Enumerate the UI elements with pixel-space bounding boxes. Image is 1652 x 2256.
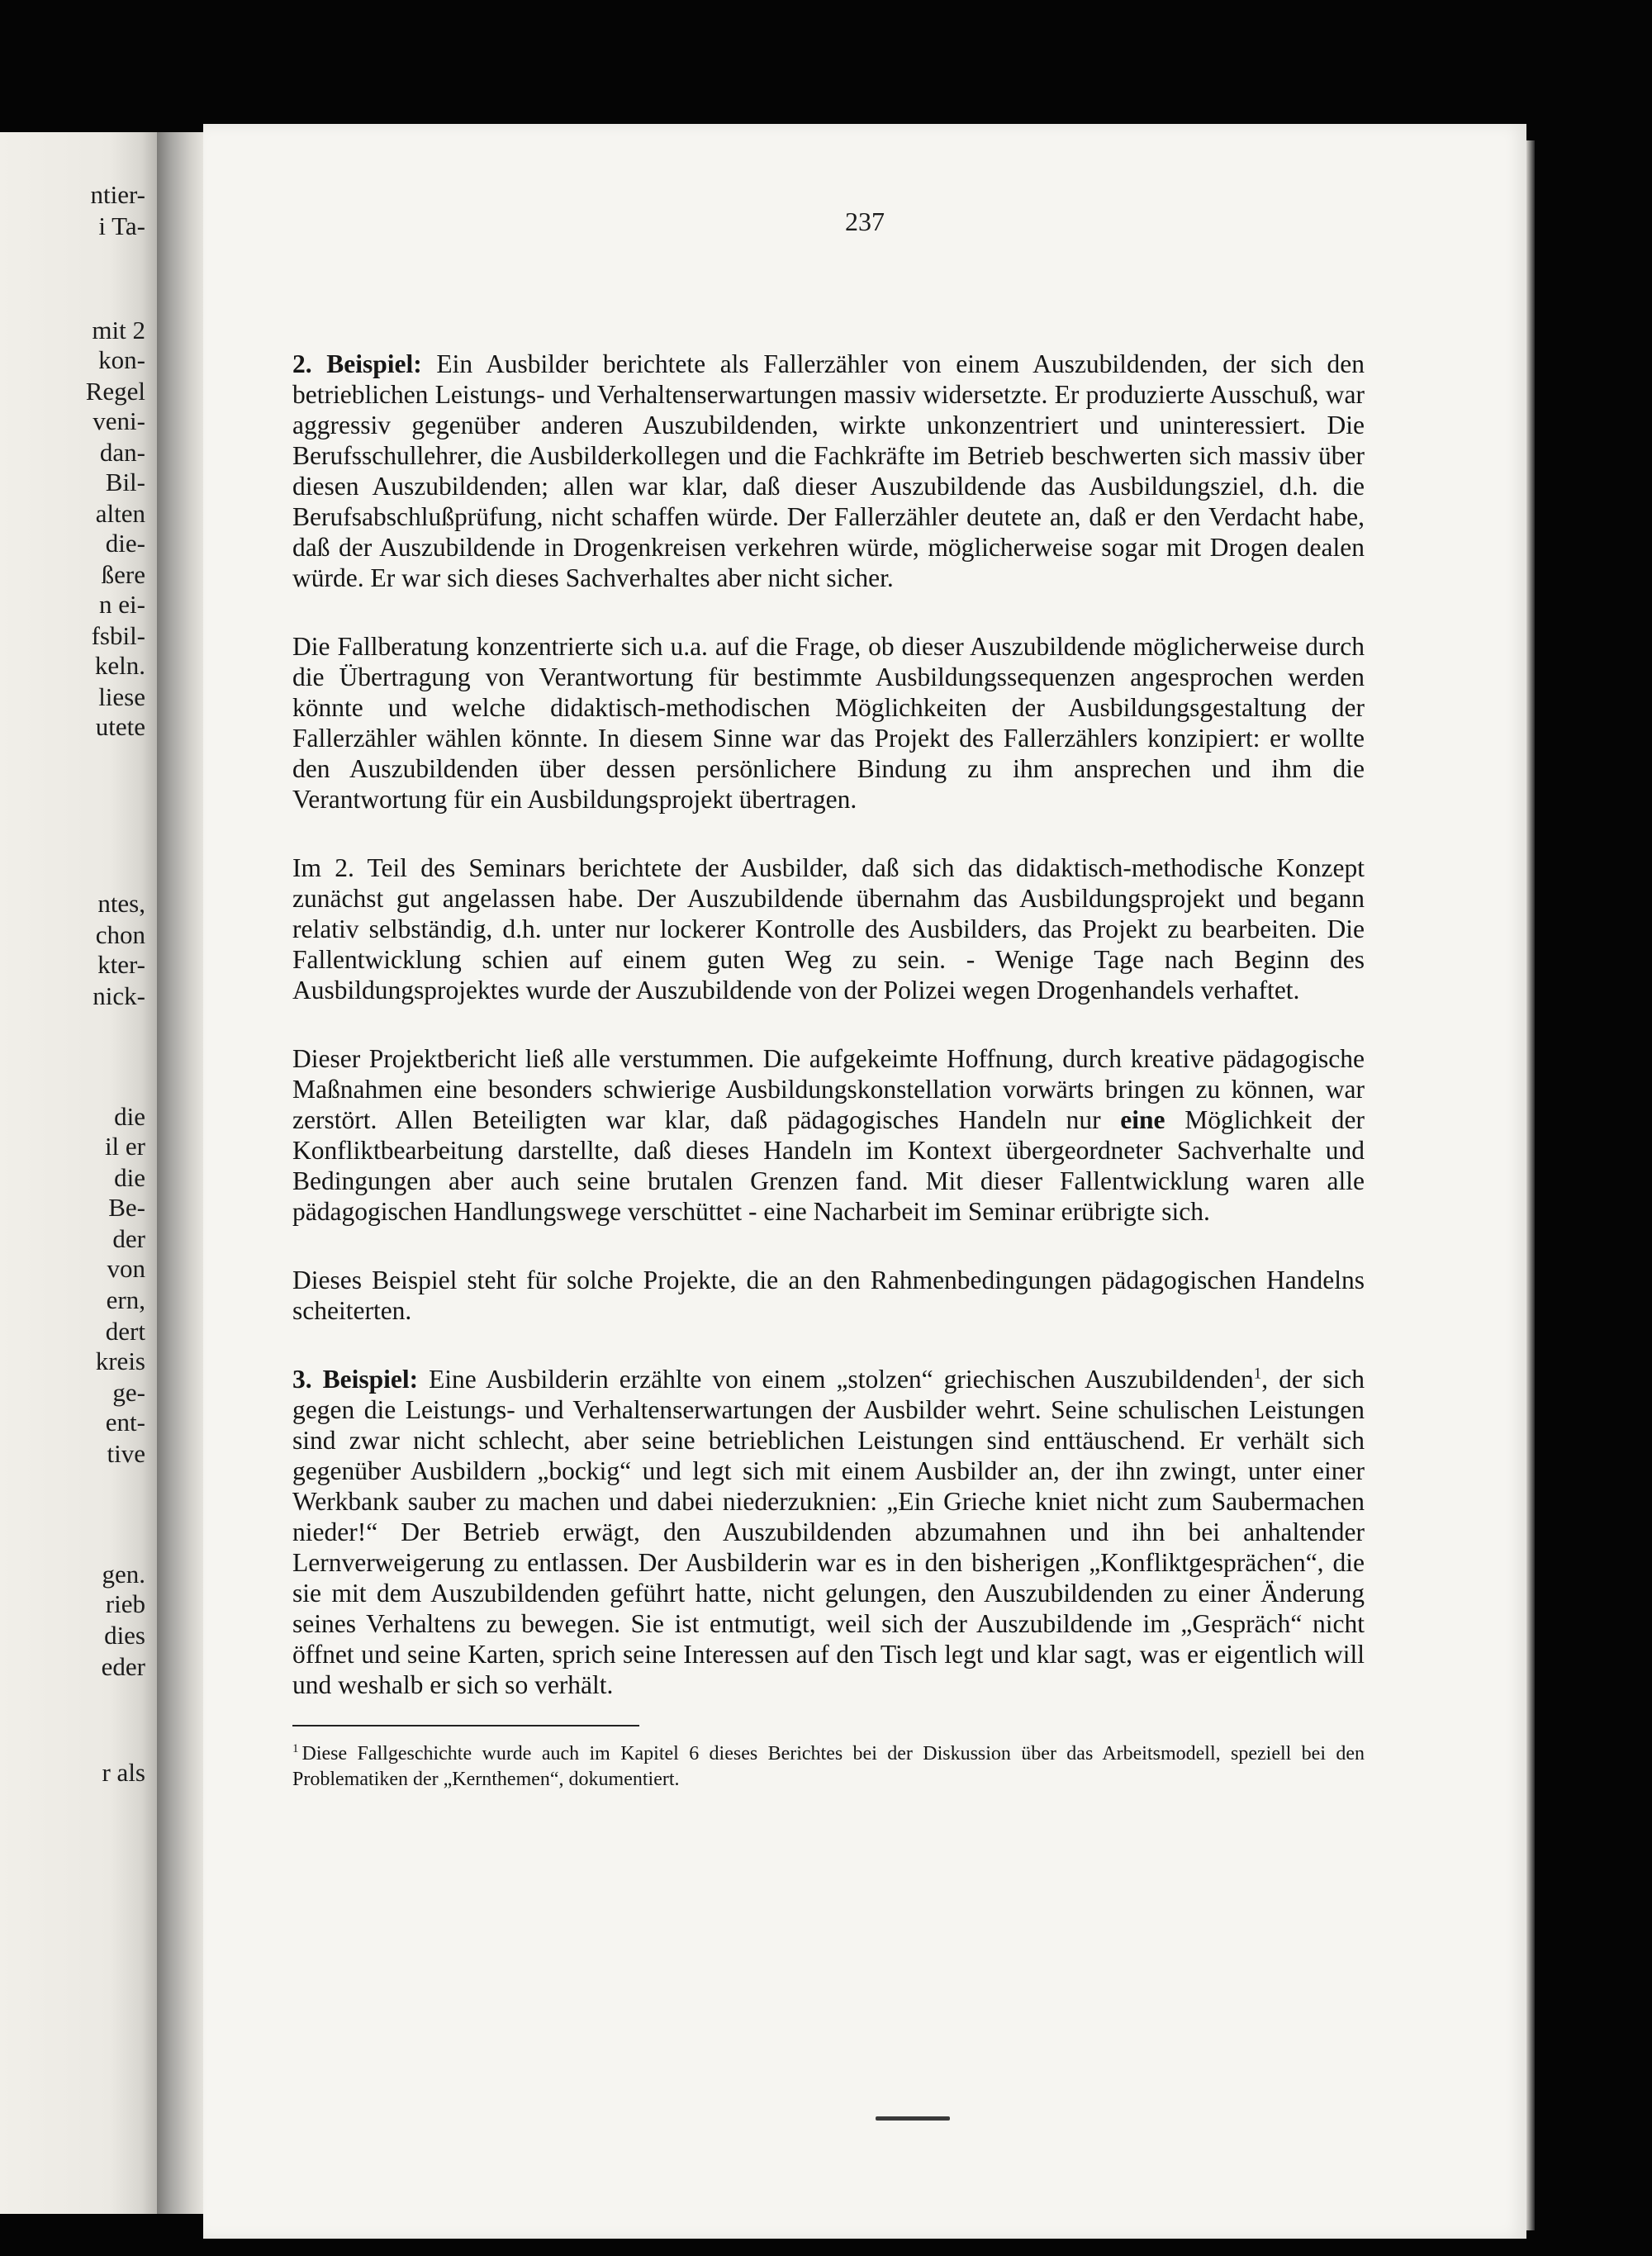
left-page-text-fragment: eder <box>101 1652 145 1681</box>
left-page-text-fragment: rieb <box>105 1589 145 1618</box>
left-page-text-fragment: die <box>114 1102 145 1131</box>
left-page-text-fragment: fsbil- <box>91 621 145 650</box>
left-page-text-fragment: nick- <box>93 981 145 1010</box>
paragraph-case-consultation <box>292 631 1365 815</box>
footnote-mark: 1 <box>292 1742 299 1755</box>
left-page-text-fragment: tive <box>107 1439 145 1468</box>
book-page <box>203 124 1526 2239</box>
left-page-text-fragment: r als <box>102 1758 145 1787</box>
left-page-text-fragment: mit 2 <box>92 316 145 344</box>
left-page-text-fragment: ge- <box>112 1378 145 1407</box>
left-page-text-fragment: kon- <box>98 345 145 374</box>
left-page-text-fragment: gen. <box>102 1560 145 1589</box>
scan-artifact <box>876 2116 950 2121</box>
left-page-text-fragment: liese <box>98 682 145 711</box>
left-page-text-fragment: dert <box>105 1317 145 1346</box>
left-page-text-fragment: i Ta- <box>98 211 145 240</box>
paragraph-text: Im 2. Teil des Seminars berichtete der Ausbilder, daß sich das didaktisch-methodische Konzept zunächst gut angelassen habe. Der Auszubildende übernahm das Ausbildungsprojekt und begann relativ selbständig, d.h. unter nur lockerer Kontrolle des Ausbilders, das Projekt zu bearbeiten. Die Fallentwicklung schien auf einem guten Weg zu sein. - Wenige Tage nach Beginn des Ausbildungsprojektes wurde der Auszubildende von der Polizei wegen Drogenhandels verhaftet. <box>292 853 1365 1005</box>
left-page-text-fragment: der <box>112 1224 145 1253</box>
left-page-text-fragment: von <box>107 1254 145 1283</box>
paragraph-project-report <box>292 1043 1365 1227</box>
left-page-fragment <box>0 132 157 2214</box>
paragraph-text: Dieser Projektbericht ließ alle verstummen. Die aufgekeimte Hoffnung, durch kreative pädagogische Maßnahmen eine besonders schwierige Ausbildungskonstellation vorwärts bringen zu können, war zerstört. Allen Beteiligten war klar, daß pädagogisches Handeln nur <box>292 1044 1365 1134</box>
paragraph-lead: 2. Beispiel: <box>292 349 422 378</box>
paragraph-summary <box>292 1265 1365 1326</box>
paragraph-example-2 <box>292 349 1365 593</box>
page-body <box>292 349 1365 1831</box>
left-page-text-fragment: dies <box>104 1621 145 1650</box>
left-page-text-fragment: Be- <box>108 1193 145 1222</box>
left-page-text-fragment: alten <box>95 499 145 528</box>
left-page-text-fragment: die- <box>105 529 145 558</box>
footnote <box>292 1741 1365 1793</box>
paragraph-text: Möglichkeit der Konfliktbearbeitung darstellte, daß dieses Handeln im Kontext übergeordneter Sachverhalte und Bedingungen aber auch seine brutalen Grenzen fand. Mit dieser Fallentwicklung waren alle pädagogischen Handlungswege verschüttet - eine Nacharbeit im Seminar erübrigte sich. <box>292 1105 1365 1226</box>
left-page-text-fragment: n ei- <box>99 590 145 619</box>
left-page-text-fragment: Regel <box>85 377 145 406</box>
left-page-text-fragment: veni- <box>93 406 145 435</box>
left-page-text-fragment: Bil- <box>105 468 145 496</box>
left-page-text-fragment: dan- <box>99 438 145 467</box>
left-page-text-fragment: ntes, <box>97 889 145 918</box>
paragraph-seminar-part-2 <box>292 853 1365 1005</box>
paragraph-lead: 3. Beispiel: <box>292 1365 419 1394</box>
left-page-text-fragment: ent- <box>105 1408 145 1437</box>
footnote-divider <box>292 1725 639 1726</box>
left-page-text-fragment: ßere <box>101 560 145 589</box>
footnote-reference: 1 <box>1253 1365 1262 1383</box>
left-page-text-fragment: il er <box>104 1132 145 1161</box>
paragraph-text: Die Fallberatung konzentrierte sich u.a. auf die Frage, ob dieser Auszubildende möglicherweise durch die Übertragung von Verantwortung für bestimmte Ausbildungssequenzen angesprochen werden könnte und welche didaktisch-methodischen Möglichkeiten der Ausbildungsgestaltung der Fallerzähler wählen könnte. In diesem Sinne war das Projekt des Fallerzählers konzipiert: er wollte den Auszubildenden über dessen persönlichere Bindung zu ihm ansprechen und ihm die Verantwortung für ein Ausbildungsprojekt übertragen. <box>292 632 1365 814</box>
paragraph-text: Eine Ausbilderin erzählte von einem „stolzen“ griechischen Auszubildenden <box>429 1365 1254 1394</box>
paragraph-text: Ein Ausbilder berichtete als Fallerzähler von einem Auszubildenden, der sich den betrieblichen Leistungs- und Verhaltenserwartungen massiv widersetzte. Er produzierte Ausschuß, war aggressiv gegenüber anderen Auszubildenden, wirkte unkonzentriert und uninteressiert. Die Berufsschullehrer, die Ausbilderkollegen und die Fachkräfte im Betrieb beschwerten sich massiv über diesen Auszubildenden; allen war klar, daß dieser Auszubildende das Ausbildungsziel, d.h. die Berufsabschlußprüfung, nicht schaffen würde. Der Fallerzähler deutete an, daß er den Verdacht habe, daß der Auszubildende in Drogenkreisen verkehren würde, möglicherweise sogar mit Drogen dealen würde. Er war sich dieses Sachverhaltes aber nicht sicher. <box>292 349 1365 592</box>
left-page-text-fragment: ern, <box>106 1285 145 1314</box>
left-page-text-fragment: kreis <box>95 1346 145 1375</box>
page-number: 237 <box>845 207 885 236</box>
footnote-text: Diese Fallgeschichte wurde auch im Kapitel 6 dieses Berichtes bei der Diskussion über das Arbeitsmodell, speziell bei den Problematiken der „Kernthemen“, dokumentiert. <box>292 1743 1365 1790</box>
paragraph-text: Dieses Beispiel steht für solche Projekte, die an den Rahmenbedingungen pädagogischen Handelns scheiterten. <box>292 1266 1365 1325</box>
paragraph-example-3 <box>292 1364 1365 1700</box>
book-gutter <box>157 132 203 2214</box>
left-page-text-fragment: kter- <box>97 950 145 979</box>
emphasis-word: eine <box>1120 1105 1165 1134</box>
page-edge <box>1526 140 1535 2230</box>
paragraph-text: , der sich gegen die Leistungs- und Verhaltenserwartungen der Ausbilder wehrt. Seine schulischen Leistungen sind zwar nicht schlecht, aber seine betrieblichen Leistungen sind enttäuschend. Er verhält sich gegenüber Ausbildern „bockig“ und legt sich mit einem Ausbilder an, der ihn zwingt, unter einer Werkbank sauber zu machen und dabei niederzuknien: „Ein Grieche kniet nicht zum Saubermachen nieder!“ Der Betrieb erwägt, den Auszubildenden abzumahnen und ihn bei anhaltender Lernverweigerung zu entlassen. Der Ausbilderin war es in den bisherigen „Konfliktgesprächen“, die sie mit dem Auszubildenden geführt hatte, nicht gelungen, den Auszubildenden zu einer Änderung seines Verhaltens zu bewegen. Sie ist entmutigt, weil sich der Auszubildende im „Gespräch“ nicht öffnet und seine Karten, sprich seine Interessen auf den Tisch legt und klar sagt, was er eigentlich will und weshalb er sich so verhält. <box>292 1365 1365 1699</box>
left-page-text-fragment: utete <box>95 712 145 741</box>
left-page-text-fragment: die <box>114 1163 145 1192</box>
left-page-text-fragment: keln. <box>94 651 145 680</box>
left-page-text-fragment: chon <box>95 920 145 949</box>
left-page-text-fragment: ntier- <box>90 180 145 209</box>
